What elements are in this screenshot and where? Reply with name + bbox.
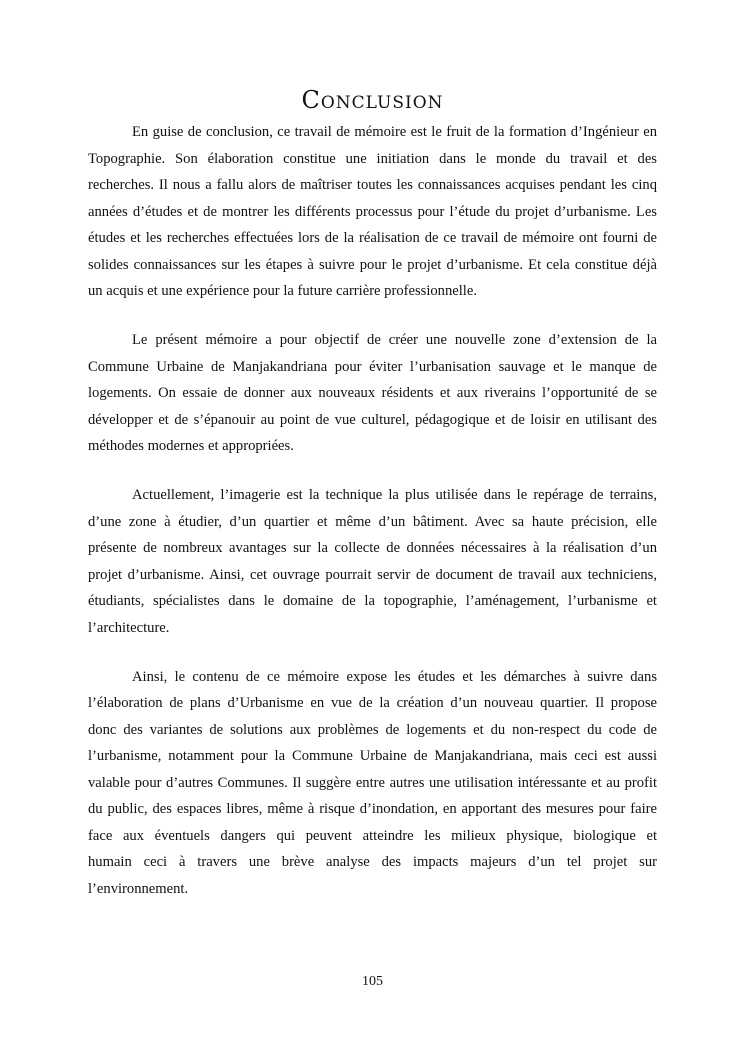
paragraph [88, 485, 657, 644]
text-line: l’élaboration de plans d’Urbanisme en vue de la création d’un nouveau quartier. Il propose [88, 695, 657, 711]
text-line: humain ceci à travers une brève analyse des impacts majeurs d’un tel projet sur [88, 854, 657, 870]
text-line: étudiants, spécialistes dans le domaine de la topographie, l’aménagement, l’urbanisme et [88, 593, 657, 609]
text-line: Actuellement, l’imagerie est la technique la plus utilisée dans le repérage de terrains, [132, 487, 657, 503]
text-line: donc des variantes de solutions aux problèmes de logements et du non-respect du code de [88, 721, 657, 738]
text-line: l’environnement. [88, 880, 189, 897]
text-line: logements. On essaie de donner aux nouveaux résidents et aux riverains l’opportunité de se [88, 385, 657, 401]
text-line: développer et de s’épanouir au point de vue culturel, pédagogique et de loisir en utilisant des [88, 411, 657, 428]
text-line: valable pour d’autres Communes. Il suggère entre autres une utilisation intéressante et au profit [88, 774, 657, 791]
text-line: d’une zone à étudier, d’un quartier et même d’un bâtiment. Avec sa haute précision, elle [88, 513, 657, 530]
text-line: solides connaissances sur les étapes à suivre pour le projet d’urbanisme. Et cela constitue déjà [88, 256, 657, 273]
document-body [88, 122, 657, 928]
page-number: 105 [362, 974, 383, 989]
text-line: un acquis et une expérience pour la future carrière professionnelle. [88, 283, 477, 299]
text-line: recherches. Il nous a fallu alors de maîtriser toutes les connaissances acquises pendant les cinq [88, 177, 657, 193]
text-line: l’urbanisme, notamment pour la Commune Urbaine de Manjakandriana, mais ceci est aussi [88, 748, 657, 764]
text-line: Ainsi, le contenu de ce mémoire expose les études et les démarches à suivre dans [132, 668, 657, 685]
paragraph [88, 667, 657, 906]
text-line: Topographie. Son élaboration constitue une initiation dans le monde du travail et des [88, 150, 657, 167]
text-line: l’architecture. [88, 619, 170, 636]
paragraph [88, 330, 657, 463]
text-line: études et les recherches effectuées lors de la réalisation de ce travail de mémoire ont fourni de [88, 230, 657, 246]
paragraph [88, 122, 657, 308]
text-line: Le présent mémoire a pour objectif de créer une nouvelle zone d’extension de la [132, 332, 657, 348]
text-line: projet d’urbanisme. Ainsi, cet ouvrage pourrait servir de document de travail aux techniciens, [88, 566, 657, 583]
text-line: Commune Urbaine de Manjakandriana pour éviter l’urbanisation sauvage et le manque de [88, 358, 657, 375]
text-line: présente de nombreux avantages sur la collecte de données nécessaires à la réalisation d’un [88, 540, 657, 556]
page-title: Conclusion [301, 86, 444, 114]
text-line: du public, des espaces libres, même à risque d’inondation, en apportant des mesures pour faire [88, 801, 657, 817]
text-line: méthodes modernes et appropriées. [88, 438, 294, 454]
text-line: En guise de conclusion, ce travail de mémoire est le fruit de la formation d’Ingénieur en [132, 124, 657, 140]
text-line: face aux éventuels dangers qui peuvent atteindre les milieux physique, biologique et [88, 827, 657, 844]
text-line: années d’études et de montrer les différents processus pour l’étude du projet d’urbanisme. Les [88, 203, 657, 220]
